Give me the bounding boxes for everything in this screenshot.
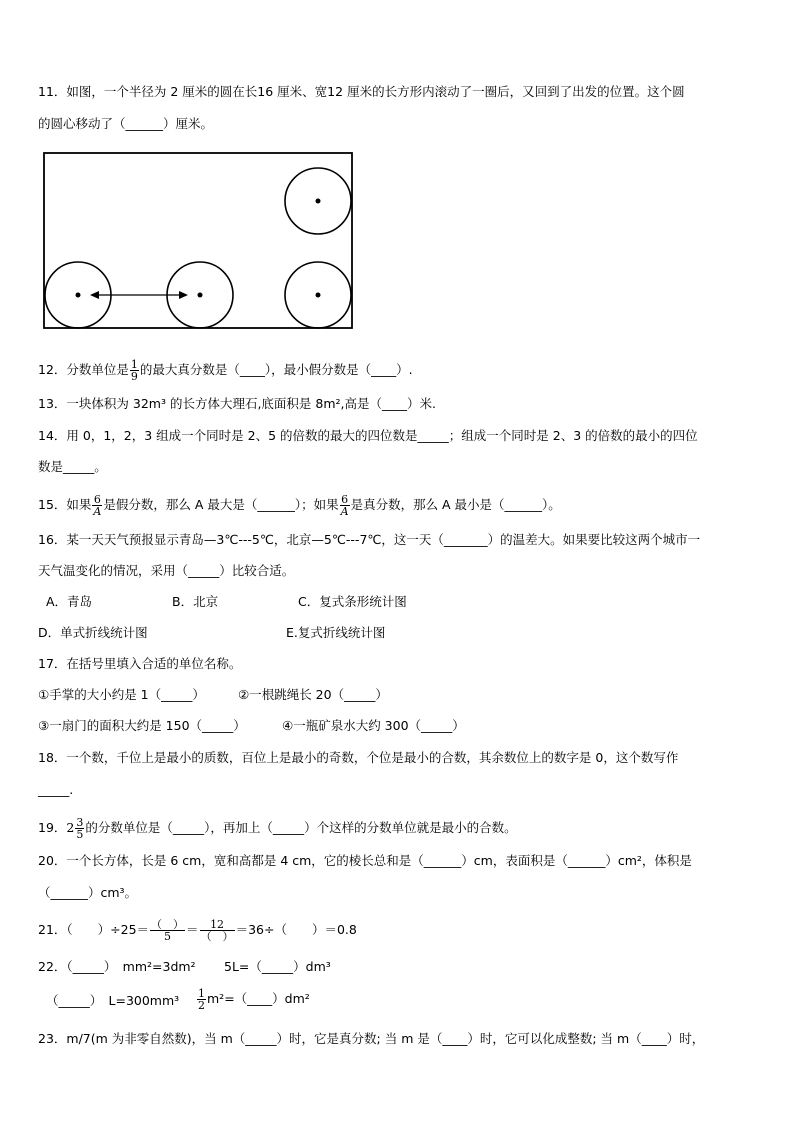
center-dot <box>316 199 321 204</box>
fraction: $\frac{1}{9}$ <box>130 358 138 383</box>
q22-item4-text: m²=（____）dm² <box>207 991 310 1006</box>
q16-option-e: E.复式折线统计图 <box>286 625 386 640</box>
q15-post: 是真分数，那么 A 最小是（______）。 <box>350 497 561 512</box>
q12 <box>38 359 413 382</box>
arrow-head-right <box>179 291 188 299</box>
q16-option-a: A．青岛 <box>46 594 93 609</box>
q19-post: 的分数单位是（_____），再加上（_____）个这样的分数单位就是最小的合数。 <box>85 820 517 835</box>
fraction: $\frac{12}{( )}$ <box>200 918 234 943</box>
q16-line2: 天气温变化的情况，采用（_____）比较合适。 <box>38 563 295 578</box>
center-dot <box>76 293 81 298</box>
equals-sign: ＝ <box>186 922 199 937</box>
q16-option-b: B．北京 <box>172 594 219 609</box>
q20-line1: 20．一个长方体，长是 6 cm，宽和高都是 4 cm，它的棱长总和是（______）cm，表面积是（______）cm²，体积是 <box>38 853 692 868</box>
q21-pre: 21．（ ）÷25＝ <box>38 922 150 937</box>
fraction: $\frac{( )}{5}$ <box>151 918 185 943</box>
q15 <box>38 494 561 517</box>
q17-title: 17．在括号里填入合适的单位名称。 <box>38 656 242 671</box>
q16-option-d: D．单式折线统计图 <box>38 625 148 640</box>
q17-item1: ①手掌的大小约是 1（_____） <box>38 687 205 702</box>
fraction: $\frac{3}{5}$ <box>76 816 84 841</box>
q19-pre: 19． <box>38 820 67 835</box>
q19 <box>38 817 517 840</box>
q15-mid: 是假分数，那么 A 最大是（______）；如果 <box>103 497 339 512</box>
center-dot <box>198 293 203 298</box>
q12-pre: 12．分数单位是 <box>38 362 129 377</box>
q22-item3: （_____） L=300mm³ <box>46 993 180 1008</box>
center-dot <box>316 293 321 298</box>
q17-item4: ④一瓶矿泉水大约 300（_____） <box>282 718 465 733</box>
q17-item3: ③一扇门的面积大约是 150（_____） <box>38 718 246 733</box>
q14-line2: 数是_____。 <box>38 459 107 474</box>
q18-line1: 18．一个数，千位上是最小的质数，百位上是最小的奇数，个位是最小的合数，其余数位上的数字是 0，这个数写作 <box>38 750 679 765</box>
arrow-head-left <box>90 291 99 299</box>
mixed-number-whole: 2 <box>66 820 75 835</box>
q20-line2: （______）cm³。 <box>38 885 138 900</box>
fraction: $\frac{1}{2}$ <box>198 987 205 1012</box>
q11-line1: 11．如图，一个半径为 2 厘米的圆在长16 厘米、宽12 厘米的长方形内滚动了一圈后，又回到了出发的位置。这个圆 <box>38 84 685 99</box>
q16-option-c: C．复式条形统计图 <box>298 594 407 609</box>
q23: 23．m/7(m 为非零自然数)，当 m（_____）时，它是真分数; 当 m 是（____）时，它可以化成整数; 当 m（____）时， <box>38 1031 705 1046</box>
q11-line2: 的圆心移动了（______）厘米。 <box>38 116 214 131</box>
rectangle <box>44 153 352 328</box>
q22-item2: 5L=（_____）dm³ <box>224 959 331 974</box>
q13: 13．一块体积为 32m³ 的长方体大理石,底面积是 8m²,高是（____）米. <box>38 396 436 411</box>
q21 <box>38 919 357 942</box>
q22-item4 <box>196 988 310 1011</box>
q21-post: ＝36÷（ ）＝0.8 <box>235 922 357 937</box>
q12-post: 的最大真分数是（____），最小假分数是（____）. <box>139 362 413 377</box>
q17-item2: ②一根跳绳长 20（_____） <box>238 687 388 702</box>
q16-line1: 16．某一天天气预报显示青岛—3℃---5℃，北京—5℃---7℃，这一天（_______）的温差大。如果要比较这两个城市一 <box>38 532 701 547</box>
fraction: $\frac{6}{A}$ <box>340 493 349 518</box>
q22-item1: 22．（_____） mm²=3dm² <box>38 959 196 974</box>
fraction: $\frac{6}{A}$ <box>93 493 102 518</box>
q15-pre: 15．如果 <box>38 497 92 512</box>
q18-line2: _____. <box>38 782 74 797</box>
q14-line1: 14．用 0，1，2，3 组成一个同时是 2、5 的倍数的最大的四位数是_____；组成一个同时是 2、3 的倍数的最小的四位 <box>38 428 698 443</box>
